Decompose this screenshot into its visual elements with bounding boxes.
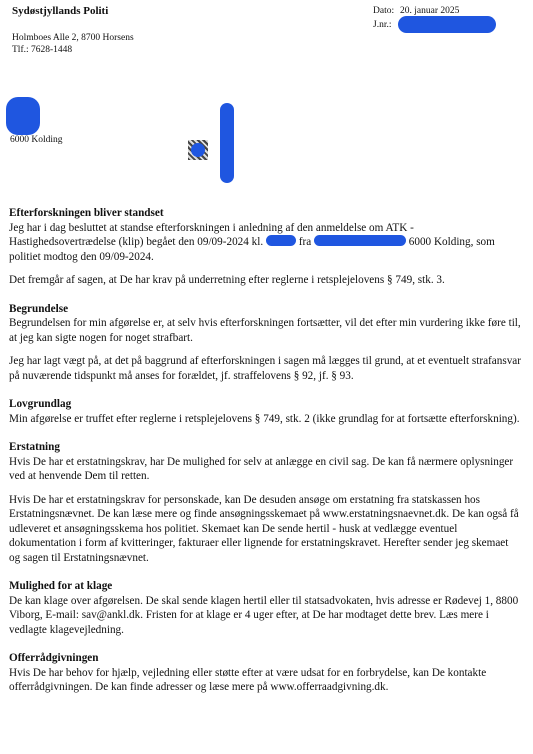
paragraph-text: Jeg har i dag besluttet at standse efterforskningen i anledning af den anmeldelse om ATK - Hastighedsovertrædelse (klip) begået den 09/09-2024 kl. [9,221,414,248]
date-label: Dato: [373,6,395,16]
section-heading-klage: Mulighed for at klage [9,580,113,592]
paragraph-klage: De kan klage over afgørelsen. De skal sende klagen hertil eller til statsadvokaten, hvis adresse er Rødevej 1, 8800 Viborg, E-mail: sav@ankl.dk. Fristen for at klage er 4 uger efter, at De har modtaget dette brev. Læs mere i vedlagte klagevejledning. [9,594,519,636]
letter-body [9,206,521,695]
section-heading-standset: Efterforskningen bliver standset [9,207,164,219]
barcode-redaction [191,143,205,157]
date-value: 20. januar 2025 [400,6,460,16]
sender-address: Holmboes Alle 2, 8700 Horsens [12,33,134,43]
paragraph-forældet: Jeg har lagt vægt på, at det på baggrund af efterforskningen i sagen må lægges til grund, at et eventuelt strafansvar på nuværende tidspunkt må anses for forældet, jf. straffelovens § 92, jf. § 93. [9,355,521,382]
paragraph-begrundelse: Begrundelsen for min afgørelse er, at selv hvis efterforskningen fortsætter, vil det efter min vurdering ikke føre til, at jeg kan sigte nogen for noget strafbart. [9,317,521,344]
reference-redaction [398,16,496,33]
side-redaction [220,103,234,183]
reference-label: J.nr.: [373,20,392,30]
paragraph-erstatning-civil: Hvis De har et erstatningskrav, har De mulighed for selv at anlægge en civil sag. De kan få nærmere oplysninger ved at henvende Dem til retten. [9,455,514,482]
section-heading-lovgrundlag: Lovgrundlag [9,398,72,410]
paragraph-standset [9,221,521,265]
section-heading-erstatning: Erstatning [9,441,60,453]
recipient-redaction [6,97,40,135]
paragraph-erstatning-personskade: Hvis De har et erstatningskrav for personskade, kan De desuden ansøge om erstatning fra statskassen hos Erstatningsnævnet. De kan læse mere og finde ansøgningsskemaet på www.erstatningsnaevnet.dk. De kan også få udleveret et ansøgningsskema hos politiet. Skemaet kan De sende hertil - husk at vedlægge eventuel dokumentation i form af kvitteringer, fakturaer eller lignende for erstatningskravet. Herefter sender jeg skemaet og sagen til Erstatningsnævnet. [9,493,519,564]
recipient-city: 6000 Kolding [10,135,63,145]
paragraph-text: fra [298,236,312,248]
section-heading-offerraadgivning: Offerrådgivningen [9,652,99,664]
paragraph-offerraadgivning: Hvis De har behov for hjælp, vejledning eller støtte efter at være udsat for en forbrydelse, kan De kontakte offerrådgivningen. De kan finde adresser og læse mere på www.offerraadgivning.dk. [9,666,487,693]
paragraph-lovgrundlag: Min afgørelse er truffet efter reglerne i retsplejelovens § 749, stk. 2 (ikke grundlag for at fortsætte efterforskning). [9,412,520,425]
paragraph-text: 6000 Kolding, som politiet modtog den 09/09-2024. [9,236,495,263]
sender-name: Sydøstjyllands Politi [12,5,109,17]
section-heading-begrundelse: Begrundelse [9,302,69,315]
paragraph-underretning: Det fremgår af sagen, at De har krav på underretning efter reglerne i retsplejelovens § 749, stk. 3. [9,274,445,286]
time-redaction [266,235,296,246]
sender-phone: Tlf.: 7628-1448 [12,45,73,55]
location-redaction [314,235,406,246]
